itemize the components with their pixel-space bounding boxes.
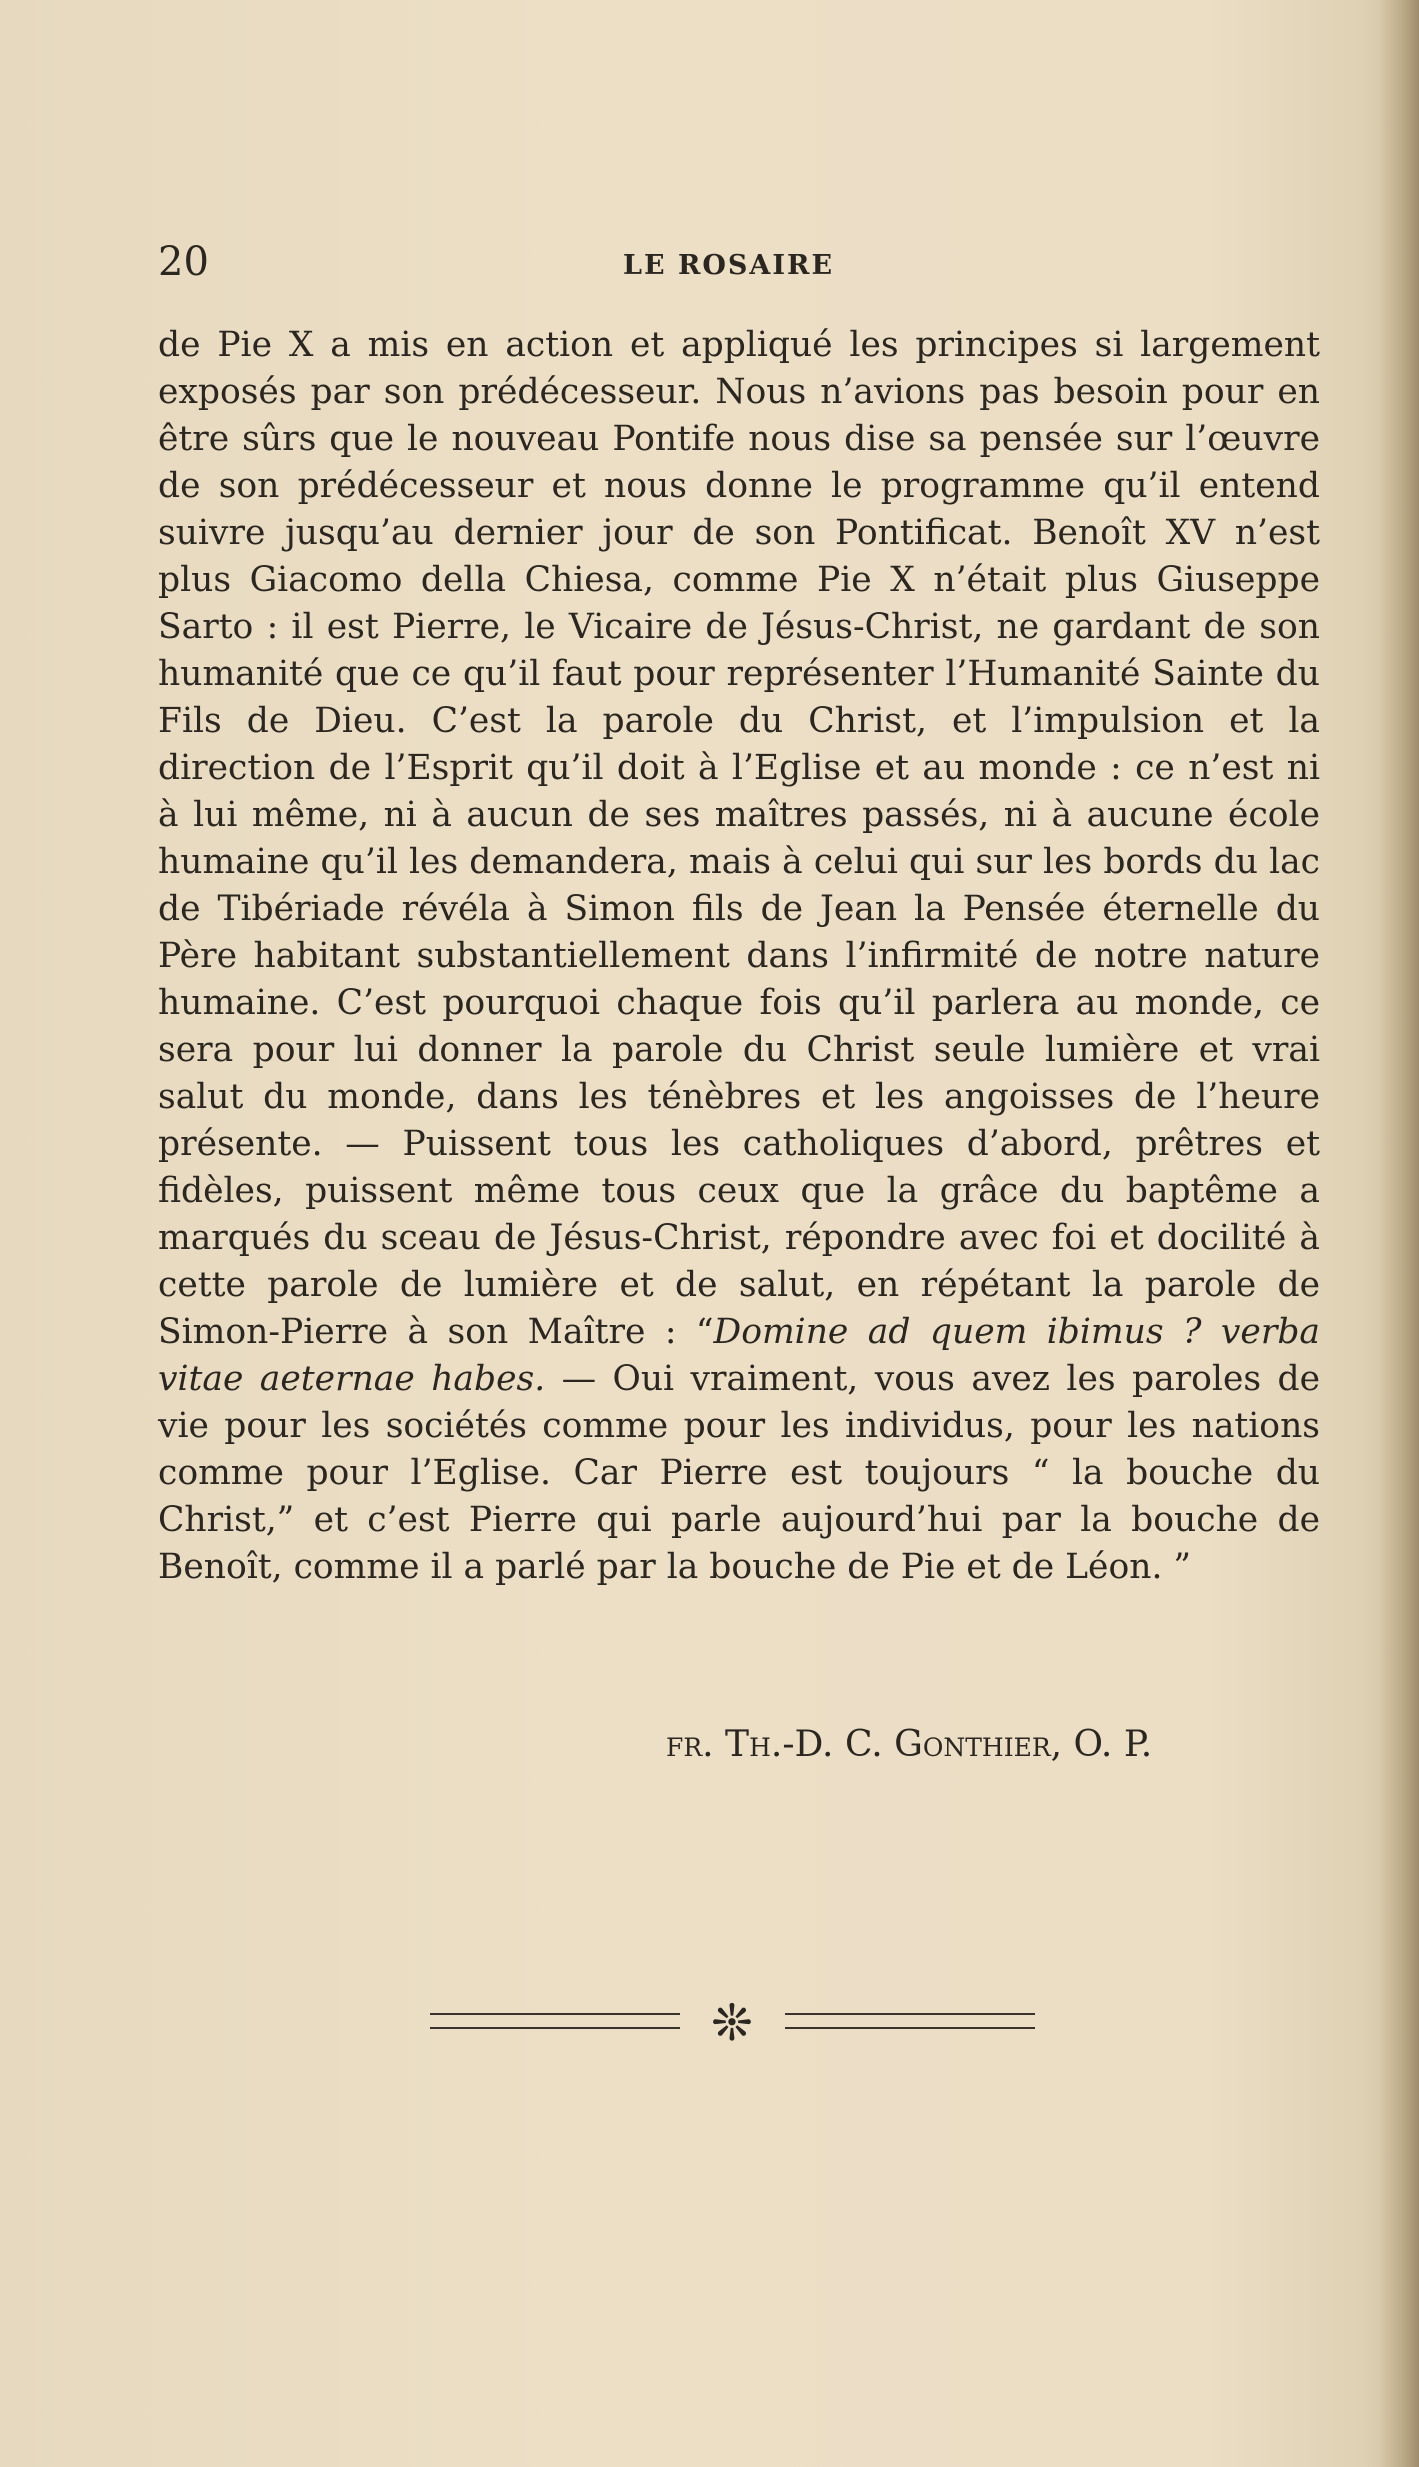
page-number: 20	[158, 239, 209, 285]
fleuron-ornament-icon: ❊	[711, 1994, 753, 2052]
running-title: LE ROSAIRE	[623, 250, 835, 281]
ornament-rule-left	[430, 2013, 680, 2029]
latin-quote: Domine ad quem ibimus ? verba vitae aeternae habes.	[158, 1312, 1320, 1399]
author-signature: fr. Th.-D. C. Gonthier, O. P.	[666, 1724, 1153, 1765]
running-head	[158, 232, 1338, 292]
body-paragraph	[158, 322, 1320, 1591]
page-edge-shadow	[1379, 0, 1419, 2467]
body-text-after-quote: — Oui vraiment, vous avez les paroles de vie pour les sociétés comme pour les individus, pour les nations comme pour l’Eglise. Car Pierre est toujours “ la bouche du Christ,” et c’est Pierre qui parle aujourd’hui par la bouche de Benoît, comme il a parlé par la bouche de Pie et de Léon. ”	[158, 1359, 1321, 1587]
ornament-rule-right	[785, 2013, 1035, 2029]
body-text-before-quote: de Pie X a mis en action et appliqué les principes si largement exposés par son prédécesseur. Nous n’avions pas besoin pour en être sûrs que le nouveau Pontife nous dise sa pensée sur l’œuvre de son prédécesseur et nous donne le programme qu’il entend suivre jusqu’au dernier jour de son Pontificat. Benoît XV n’est plus Giacomo della Chiesa, comme Pie X n’était plus Giuseppe Sarto : il est Pierre, le Vicaire de Jésus-Christ, ne gardant de son humanité que ce qu’il faut pour représenter l’Humanité Sainte du Fils de Dieu. C’est la parole du Christ, et l’impulsion et la direction de l’Esprit qu’il doit à l’Eglise et au monde : ce n’est ni à lui même, ni à aucun de ses maîtres passés, ni à aucune école humaine qu’il les demandera, mais à celui qui sur les bords du lac de Tibériade révéla à Simon fils de Jean la Pensée éternelle du Père habitant substantiellement dans l’infirmité de notre nature humaine. C’est pourquoi chaque fois qu’il parlera au monde, ce sera pour lui donner la parole du Christ seule lumière et vrai salut du monde, dans les ténèbres et les angoisses de l’heure présente. — Puissent tous les catholiques d’abord, prêtres et fidèles, puissent même tous ceux que la grâce du baptême a marqués du sceau de Jésus-Christ, répondre avec foi et docilité à cette parole de lumière et de salut, en répétant la parole de Simon-Pierre à son Maître : “	[158, 325, 1320, 1352]
section-ornament	[430, 1993, 1035, 2053]
